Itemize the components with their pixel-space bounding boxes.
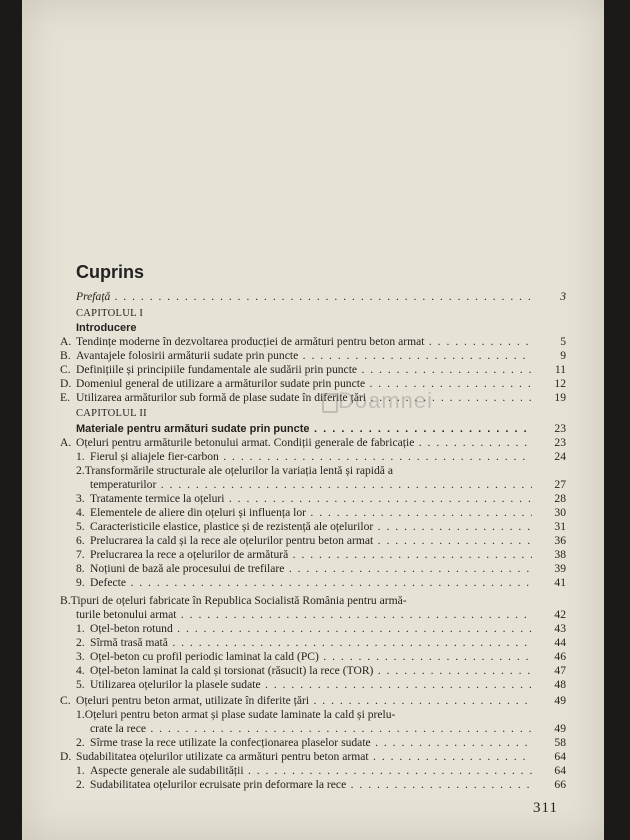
toc-entry: 2.Transformările structurale ale oțelurilor la variația lentă și rapidă a — [76, 464, 393, 477]
book-page — [22, 0, 604, 840]
table-of-contents — [60, 0, 566, 840]
toc-entry: 5. Caracteristicile elastice, plastice și de rezistență ale oțelurilor . . . 31 — [60, 519, 566, 535]
toc-entry: 1. Oțel-beton rotund . . . 43 — [60, 621, 566, 637]
toc-entry: 1. Fierul și aliajele fier-carbon . . . 24 — [60, 449, 566, 465]
toc-entry: 2. Sudabilitatea oțelurilor ecruisate prin deformare la rece . . . 66 — [60, 777, 566, 793]
toc-entry: A. Tendințe moderne în dezvoltarea producției de armături pentru beton armat . . . 5 — [60, 334, 566, 350]
toc-entry: 4. Elementele de aliere din oțeluri și influența lor . . . 30 — [60, 505, 566, 521]
toc-entry: 7. Prelucrarea la rece a oțelurilor de armătură . . . 38 — [60, 547, 566, 563]
toc-entry: 6. Prelucrarea la cald și la rece ale oțelurilor pentru beton armat . . . 36 — [60, 533, 566, 549]
toc-page-number: 3 — [560, 290, 566, 303]
toc-entry: 2. Sîrmă trasă mată . . . 44 — [60, 635, 566, 651]
toc-entry: 5. Utilizarea oțelurilor la plasele sudate . . . 48 — [60, 677, 566, 693]
chapter-heading: CAPITOLUL I — [76, 308, 144, 319]
page-title: Cuprins — [76, 262, 145, 282]
toc-entry-label: Prefață — [76, 290, 111, 303]
toc-entry: 1.Oțeluri pentru beton armat și plase sudate laminate la cald și prelu- — [76, 708, 396, 721]
toc-entry: 2. Sîrme trase la rece utilizate la confecționarea plaselor sudate . . . 58 — [60, 735, 566, 751]
toc-entry-continuation: temperaturilor . . . 27 — [60, 477, 566, 493]
chapter-heading: CAPITOLUL II — [76, 408, 147, 419]
toc-entry: D. Domeniul general de utilizare a armăturilor sudate prin puncte . . . 12 — [60, 376, 566, 392]
toc-section: C. Oțeluri pentru beton armat, utilizate în diferite țări . . . 49 — [60, 693, 566, 709]
watermark-icon — [322, 393, 338, 413]
toc-entry: 3. Tratamente termice la oțeluri . . . 28 — [60, 491, 566, 507]
toc-entry: 4. Oțel-beton laminat la cald și torsionat (răsucit) la rece (TOR) . . . 47 — [60, 663, 566, 679]
toc-section-continuation: turile betonului armat . . . 42 — [60, 607, 566, 623]
chapter-subtitle: Materiale pentru armături sudate prin puncte . . . 23 — [60, 421, 566, 437]
page-number: 311 — [533, 800, 558, 816]
toc-entry: 9. Defecte . . . 41 — [60, 575, 566, 591]
toc-entry: 3. Oțel-beton cu profil periodic laminat la cald (PC) . . . 46 — [60, 649, 566, 665]
toc-entry: 1. Aspecte generale ale sudabilității . . . 64 — [60, 763, 566, 779]
toc-section: B.Tipuri de oțeluri fabricate în Republica Socialistă România pentru armă- — [60, 594, 407, 607]
toc-entry: C. Definițiile și principiile fundamentale ale sudării prin puncte . . . 11 — [60, 362, 566, 378]
chapter-subtitle: Introducere — [76, 322, 137, 334]
toc-entry: 8. Noțiuni de bază ale procesului de trefilare . . . 39 — [60, 561, 566, 577]
toc-entry: E. Utilizarea armăturilor sub formă de plase sudate în diferite țări . . . 19 — [60, 390, 566, 406]
toc-section: D. Sudabilitatea oțelurilor utilizate ca armături pentru beton armat . . . 64 — [60, 749, 566, 765]
toc-entry-continuation: crate la rece . . . 49 — [60, 721, 566, 737]
toc-entry-preface — [60, 289, 566, 305]
toc-entry: B. Avantajele folosirii armăturii sudate prin puncte . . . 9 — [60, 348, 566, 364]
watermark: Doamnei — [338, 388, 434, 413]
toc-section: A. Oțeluri pentru armăturile betonului armat. Condiții generale de fabricație . . . 23 — [60, 435, 566, 451]
